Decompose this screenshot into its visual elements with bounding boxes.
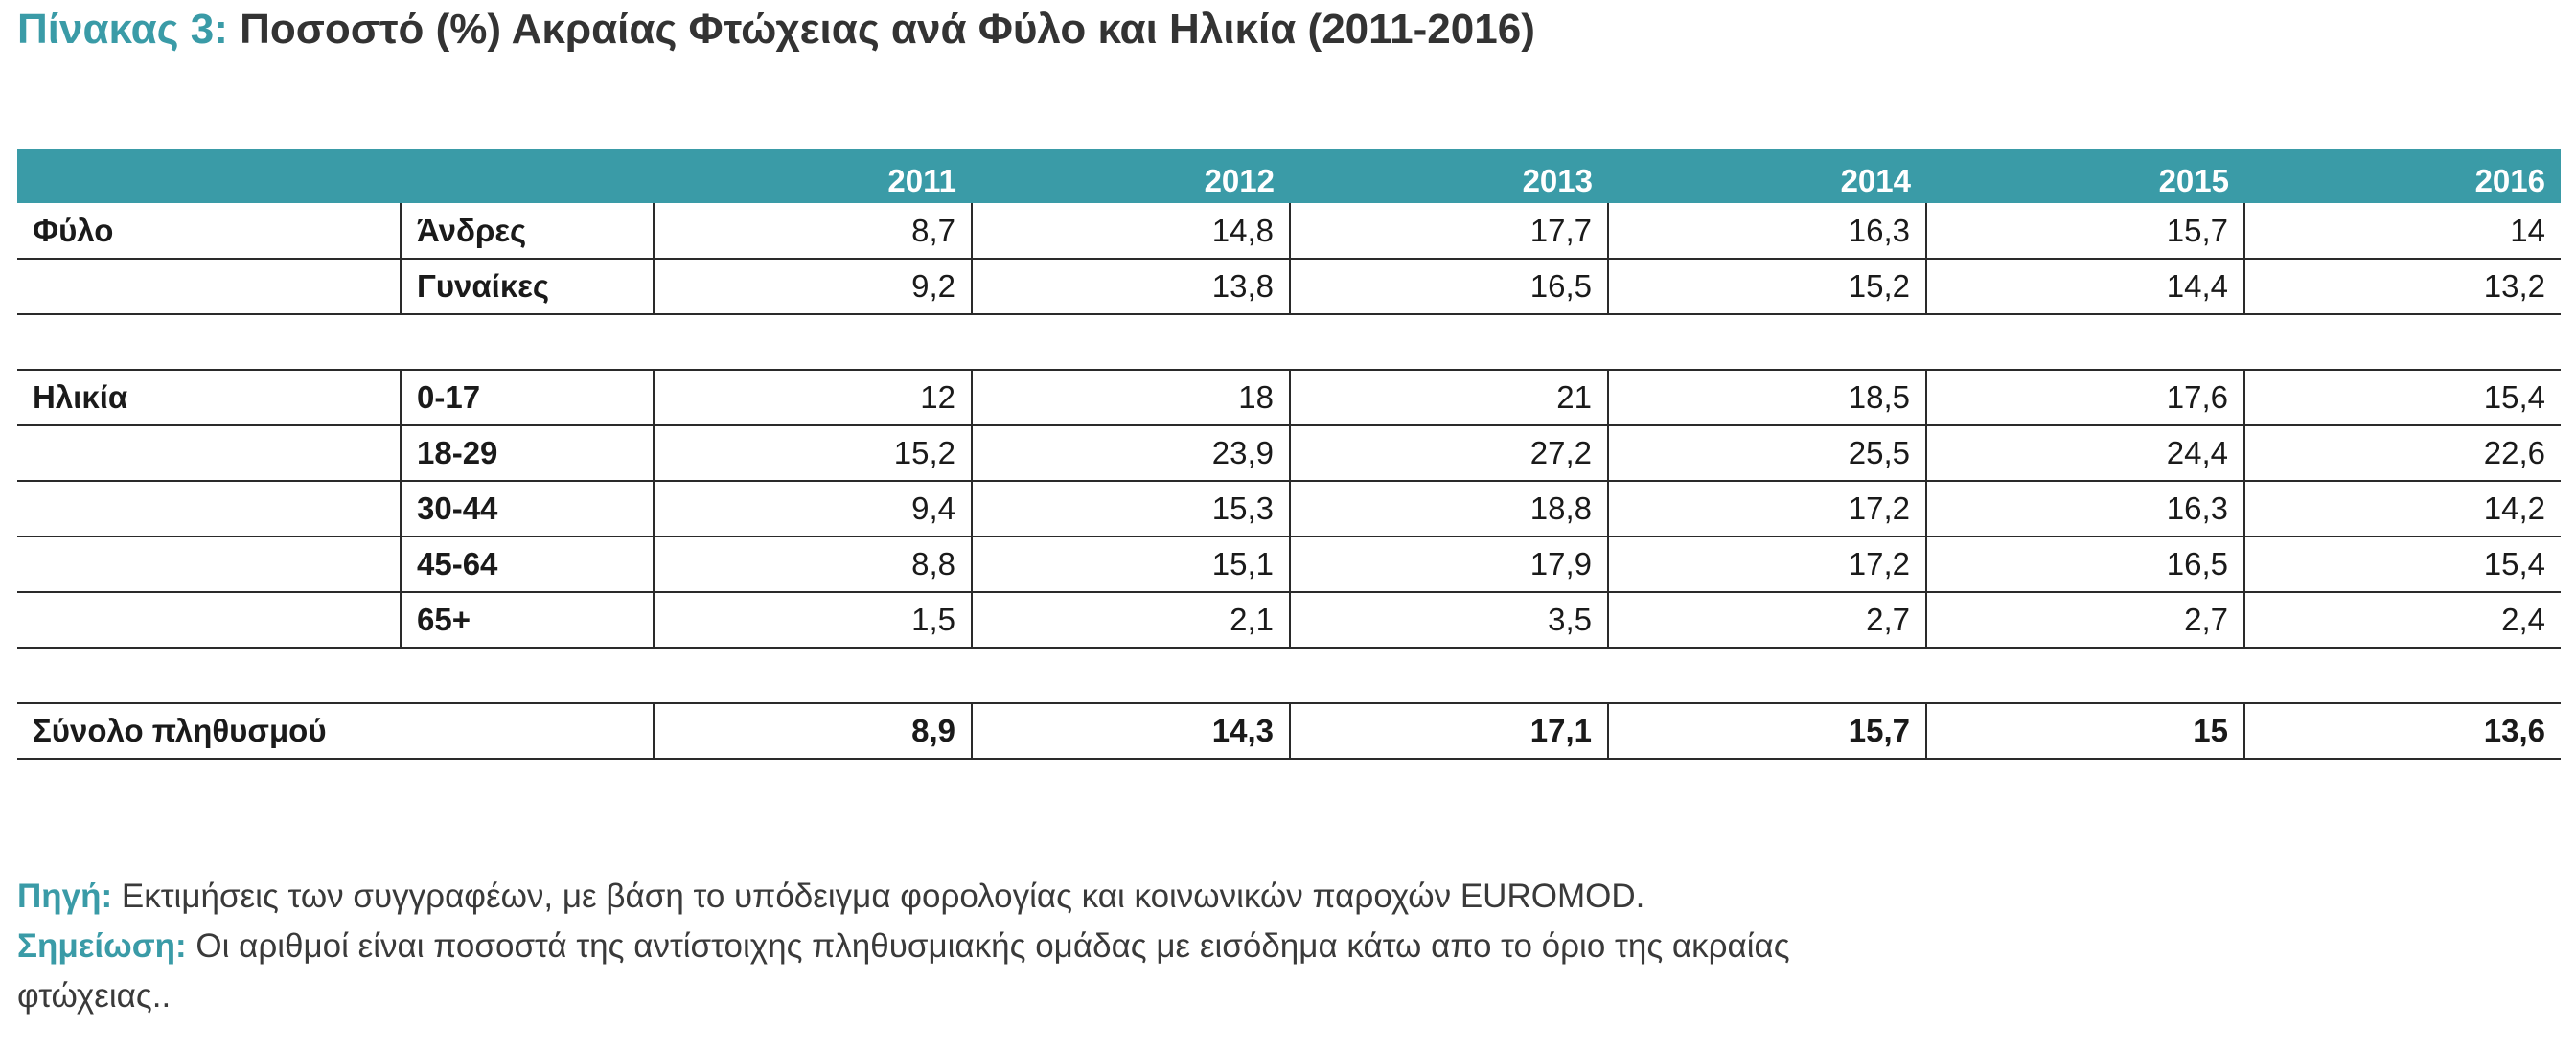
spacer-cell (17, 648, 2561, 703)
row-label: 18-29 (401, 425, 654, 481)
note-text: Οι αριθμοί είναι ποσοστά της αντίστοιχης πληθυσμιακής ομάδας με εισόδημα κάτω απο το όριο της ακραίας φτώχειας.. (17, 927, 1790, 1015)
group-label-empty (17, 481, 401, 536)
table-cell: 21 (1290, 370, 1608, 425)
table-cell: 14 (2244, 203, 2561, 259)
table-cell: 13,8 (972, 259, 1290, 314)
row-label: Άνδρες (401, 203, 654, 259)
table-cell: 18,5 (1608, 370, 1926, 425)
table-cell: 1,5 (654, 592, 972, 648)
table-cell: 13,2 (2244, 259, 2561, 314)
header-row (17, 149, 2561, 203)
header-blank (401, 149, 654, 203)
group-label-empty (17, 592, 401, 648)
source-label: Πηγή: (17, 878, 113, 915)
table-row (17, 536, 2561, 592)
table-cell: 15,4 (2244, 370, 2561, 425)
table-number: Πίνακας 3: (17, 6, 228, 53)
source-text: Εκτιμήσεις των συγγραφέων, με βάση το υπόδειγμα φορολογίας και κοινωνικών παροχών EUROMOD. (112, 878, 1645, 915)
table-cell: 17,2 (1608, 481, 1926, 536)
row-label: 65+ (401, 592, 654, 648)
note-label: Σημείωση: (17, 927, 187, 965)
year-header: 2015 (1926, 149, 2244, 203)
group-label-gender: Φύλο (17, 203, 401, 259)
table-title (17, 6, 1535, 54)
table-cell: 16,5 (1290, 259, 1608, 314)
table-cell: 13,6 (2244, 703, 2561, 759)
year-header: 2011 (654, 149, 972, 203)
table-row (17, 592, 2561, 648)
table-cell: 17,9 (1290, 536, 1608, 592)
table-cell: 22,6 (2244, 425, 2561, 481)
poverty-table (17, 149, 2561, 760)
table-cell: 16,3 (1608, 203, 1926, 259)
table-cell: 27,2 (1290, 425, 1608, 481)
table-cell: 8,7 (654, 203, 972, 259)
table-cell: 14,3 (972, 703, 1290, 759)
table-cell: 17,1 (1290, 703, 1608, 759)
table-cell: 3,5 (1290, 592, 1608, 648)
spacer-cell (17, 314, 2561, 370)
table-cell: 15,7 (1608, 703, 1926, 759)
table-cell: 2,4 (2244, 592, 2561, 648)
table-cell: 9,4 (654, 481, 972, 536)
total-row (17, 703, 2561, 759)
table-cell: 24,4 (1926, 425, 2244, 481)
table-row (17, 259, 2561, 314)
table-row (17, 370, 2561, 425)
table-cell: 15 (1926, 703, 2244, 759)
source-note (17, 872, 1934, 922)
row-label: 0-17 (401, 370, 654, 425)
table-cell: 12 (654, 370, 972, 425)
header-blank (17, 149, 401, 203)
table-cell: 8,8 (654, 536, 972, 592)
table-cell: 17,2 (1608, 536, 1926, 592)
table-cell: 15,2 (654, 425, 972, 481)
table-cell: 17,6 (1926, 370, 2244, 425)
table-cell: 15,3 (972, 481, 1290, 536)
table-cell: 25,5 (1608, 425, 1926, 481)
group-label-empty (17, 425, 401, 481)
year-header: 2016 (2244, 149, 2561, 203)
table-cell: 15,2 (1608, 259, 1926, 314)
table-caption: Ποσοστό (%) Ακραίας Φτώχειας ανά Φύλο και Ηλικία (2011-2016) (240, 6, 1535, 53)
table-cell: 2,7 (1608, 592, 1926, 648)
total-label: Σύνολο πληθυσμού (17, 703, 654, 759)
row-label: Γυναίκες (401, 259, 654, 314)
spacer-row (17, 314, 2561, 370)
table-cell: 17,7 (1290, 203, 1608, 259)
table-cell: 15,4 (2244, 536, 2561, 592)
group-label-age: Ηλικία (17, 370, 401, 425)
table-cell: 16,5 (1926, 536, 2244, 592)
table-cell: 8,9 (654, 703, 972, 759)
table-cell: 14,2 (2244, 481, 2561, 536)
row-label: 45-64 (401, 536, 654, 592)
table-cell: 2,1 (972, 592, 1290, 648)
year-header: 2012 (972, 149, 1290, 203)
year-header: 2014 (1608, 149, 1926, 203)
spacer-row (17, 648, 2561, 703)
table-cell: 2,7 (1926, 592, 2244, 648)
table-cell: 18,8 (1290, 481, 1608, 536)
table-cell: 15,1 (972, 536, 1290, 592)
table-cell: 9,2 (654, 259, 972, 314)
row-label: 30-44 (401, 481, 654, 536)
remark-note (17, 922, 1934, 1021)
table-cell: 14,4 (1926, 259, 2244, 314)
table-cell: 23,9 (972, 425, 1290, 481)
table-cell: 14,8 (972, 203, 1290, 259)
table-row (17, 425, 2561, 481)
table-cell: 18 (972, 370, 1290, 425)
table-row (17, 481, 2561, 536)
table-cell: 16,3 (1926, 481, 2244, 536)
table-notes (17, 872, 1934, 1021)
year-header: 2013 (1290, 149, 1608, 203)
table-row (17, 203, 2561, 259)
table-cell: 15,7 (1926, 203, 2244, 259)
group-label-empty (17, 259, 401, 314)
group-label-empty (17, 536, 401, 592)
